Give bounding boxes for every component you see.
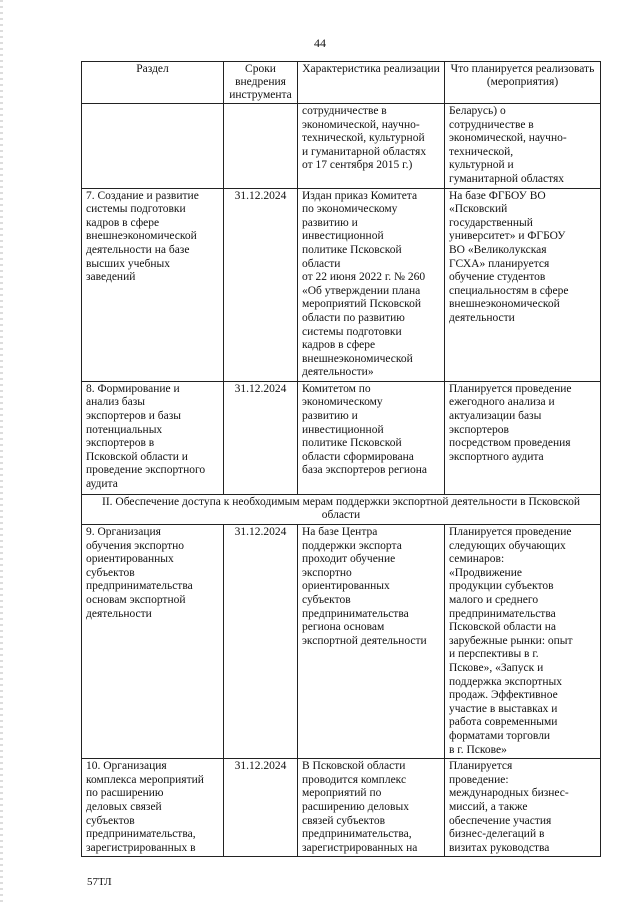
header-deadline: Сроки внедрения инструмента (224, 62, 298, 104)
cell-deadline: 31.12.2024 (224, 525, 298, 759)
cell-section: 9. Организация обучения экспортно ориентированных субъектов предпринимательства основам экспортной деятельности (82, 525, 224, 759)
cell-deadline (224, 104, 298, 189)
cell-planned: Планируется проведение ежегодного анализа и актуализации базы экспортеров посредством проведения экспортного аудита (445, 381, 601, 494)
cell-planned: На базе ФГБОУ ВО «Псковский государственный университет» и ФГБОУ ВО «Великолукская ГСХА» планируется обучение студентов специальностям в сфере внешнеэкономической деятельности (445, 188, 601, 381)
section-header-row (82, 494, 601, 524)
cell-section (82, 104, 224, 189)
cell-characteristic: Комитетом по экономическому развитию и инвестиционной политике Псковской области сформирована база экспортеров региона (298, 381, 445, 494)
cell-planned: Планируется проведение следующих обучающих семинаров: «Продвижение продукции субъектов малого и среднего предпринимательства Псковской области на зарубежные рынки: опыт и перспективы в г. Пскове», «Запуск и поддержка экспортных продаж. Эффективное участие в выставках и работа современными форматами торговли в г. Пскове» (445, 525, 601, 759)
table-row (82, 188, 601, 381)
header-planned: Что планируется реализовать (мероприятия) (445, 62, 601, 104)
cell-deadline: 31.12.2024 (224, 188, 298, 381)
measures-table (81, 61, 601, 857)
cell-deadline: 31.12.2024 (224, 381, 298, 494)
header-section: Раздел (82, 62, 224, 104)
cell-characteristic: сотрудничестве в экономической, научно- технической, культурной и гуманитарной областях от 17 сентября 2015 г.) (298, 104, 445, 189)
cell-section: 10. Организация комплекса мероприятий по расширению деловых связей субъектов предпринимательства, зарегистрированных в (82, 759, 224, 857)
table-row (82, 759, 601, 857)
cell-characteristic: В Псковской области проводится комплекс мероприятий по расширению деловых связей субъектов предпринимательства, зарегистрированных на (298, 759, 445, 857)
table-row (82, 381, 601, 494)
cell-planned: Планируется проведение: международных бизнес- миссий, а также обеспечение участия бизнес-делегаций в визитах руководства (445, 759, 601, 857)
cell-characteristic: На базе Центра поддержки экспорта проходит обучение экспортно ориентированных субъектов предпринимательства региона основам экспортной деятельности (298, 525, 445, 759)
table-row (82, 525, 601, 759)
table-row (82, 104, 601, 189)
page-number: 44 (314, 36, 326, 50)
cell-deadline: 31.12.2024 (224, 759, 298, 857)
cell-characteristic: Издан приказ Комитета по экономическому развитию и инвестиционной политике Псковской области от 22 июня 2022 г. № 260 «Об утверждении плана мероприятий Псковской области по развитию системы подготовки кадров в сфере внешнеэкономической деятельности» (298, 188, 445, 381)
cell-section: 7. Создание и развитие системы подготовки кадров в сфере внешнеэкономической деятельности на базе высших учебных заведений (82, 188, 224, 381)
footer-code: 57ТЛ (87, 876, 112, 888)
cell-section: 8. Формирование и анализ базы экспортеров и базы потенциальных экспортеров в Псковской области и проведение экспортного аудита (82, 381, 224, 494)
header-characteristic: Характеристика реализации (298, 62, 445, 104)
scan-edge (0, 0, 3, 905)
cell-planned: Беларусь) о сотрудничестве в экономической, научно- технической, культурной и гуманитарной областях (445, 104, 601, 189)
table-header-row (82, 62, 601, 104)
section-header: II. Обеспечение доступа к необходимым мерам поддержки экспортной деятельности в Псковской области (82, 494, 601, 524)
